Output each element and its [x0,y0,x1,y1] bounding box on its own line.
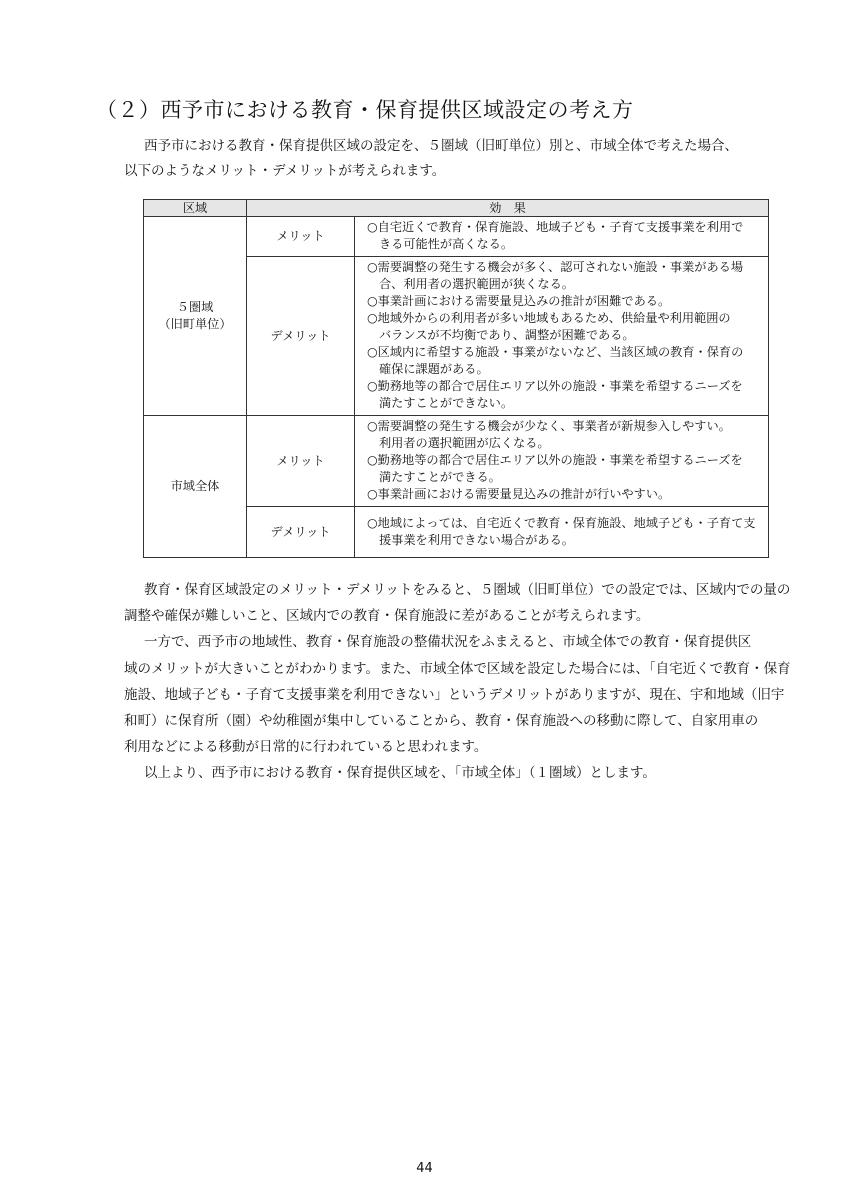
area-cell-five-areas [144,217,247,416]
effect-text: 援事業を利用できない場合がある。 [379,532,574,547]
area-label: （旧町単位） [158,317,232,331]
effect-item [367,293,762,310]
conclusion-line: 施設、地域子ども・子育て支援事業を利用できない」というデメリットがありますが、現在、宇和地域（旧宇 [124,686,785,703]
effect-cell [355,416,769,507]
effect-item [367,515,762,549]
area-label: ５圏域 [176,300,214,314]
effect-cell [355,257,769,416]
type-cell-merit: メリット [247,217,355,257]
conclusion-line: 域のメリットが大きいことがわかります。また、市域全体で区域を設定した場合には、「自宅近くで教育・保育 [124,660,791,677]
conclusion-line: 和町）に保育所（園）や幼稚園が集中していることから、教育・保育施設への移動に際して、自家用車の [124,713,759,730]
intro-line: 西予市における教育・保育提供区域の設定を、５圏域（旧町単位）別と、市域全体で考えた場合、 [144,138,738,154]
effect-text: 合、利用者の選択範囲が狭くなる。 [379,277,574,291]
effect-text: ○需要調整の発生する機会が少なく、事業者が新規参入しやすい。 [367,419,731,433]
intro-paragraph [124,134,770,184]
effect-text: ○自宅近くで教育・保育施設、地域子ども・子育て支援事業を利用で [367,220,744,234]
effect-text: バランスが不均衡であり、調整が困難である。 [379,328,635,342]
table-header-row [144,200,769,217]
effect-cell [355,217,769,257]
effect-item [367,378,762,412]
area-cell-whole-city [144,416,247,558]
effect-item [367,418,762,452]
effect-text: ○地域によっては、自宅近くで教育・保育施設、地域子ども・子育て支 [367,515,756,530]
effect-text: ○事業計画における需要量見込みの推計が行いやすい。 [367,487,671,501]
effect-text: ○需要調整の発生する機会が多く、認可されない施設・事業がある場 [367,260,744,274]
effect-text: 確保に課題がある。 [379,362,489,376]
table-row [144,416,769,507]
section-title: （２）西予市における教育・保育提供区域設定の考え方 [96,98,634,122]
effect-text: ○事業計画における需要量見込みの推計が困難である。 [367,294,671,308]
merit-demerit-table [143,199,769,558]
effect-item [367,452,762,486]
conclusion-paragraphs [124,577,791,787]
conclusion-line: 教育・保育区域設定のメリット・デメリットをみると、５圏域（旧町単位）での設定では、区域内での量の [144,582,791,598]
effect-item [367,219,762,253]
conclusion-line: 以上より、西予市における教育・保育提供区域を、「市域全体」（１圏域）とします。 [144,765,656,782]
intro-line: 以下のようなメリット・デメリットが考えられます。 [124,163,446,179]
effect-text: 満たすことができる。 [379,470,501,484]
conclusion-line: 調整や確保が難しいこと、区域内での教育・保育施設に差があることが考えられます。 [124,608,650,625]
effect-cell [355,507,769,558]
page-number: 44 [416,1161,433,1176]
effect-text: ○勤務地等の都合で居住エリア以外の施設・事業を希望するニーズを [367,453,743,467]
conclusion-line: 一方で、西予市の地域性、教育・保育施設の整備状況をふまえると、市域全体での教育・保育提供区 [144,634,752,651]
effect-text: ○地域外からの利用者が多い地域もあるため、供給量や利用範囲の [367,311,731,325]
header-effect: 効 果 [247,200,769,217]
type-cell-demerit: デメリット [247,257,355,416]
effect-item [367,486,762,503]
type-cell-merit: メリット [247,416,355,507]
effect-text: ○勤務地等の都合で居住エリア以外の施設・事業を希望するニーズを [367,379,743,393]
area-label: 市域全体 [170,479,220,493]
effect-item [367,344,762,378]
type-cell-demerit: デメリット [247,507,355,558]
effect-text: 満たすことができない。 [379,396,514,410]
effect-text: ○区域内に希望する施設・事業がないなど、当該区域の教育・保育の [367,345,744,359]
effect-text: きる可能性が高くなる。 [379,237,514,251]
header-area: 区域 [144,200,247,217]
table-row [144,217,769,257]
effect-item [367,310,762,344]
effect-text: 利用者の選択範囲が広くなる。 [379,436,550,450]
effect-item [367,259,762,293]
conclusion-line: 利用などによる移動が日常的に行われていると思われます。 [124,739,488,756]
